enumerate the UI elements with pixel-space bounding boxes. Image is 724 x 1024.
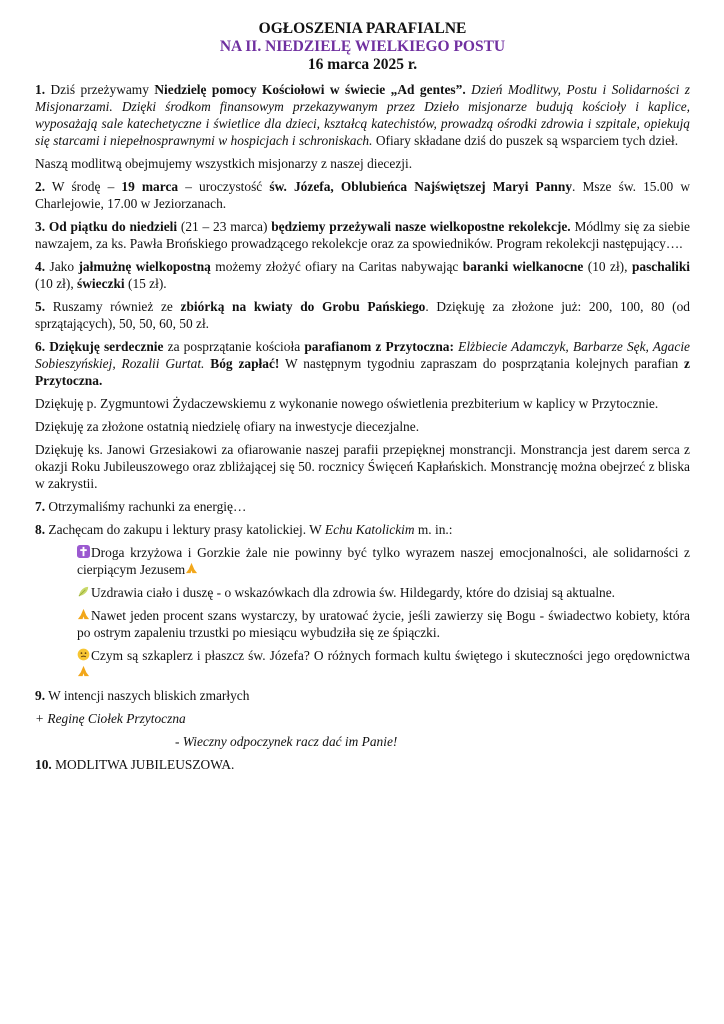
leaf-icon (77, 585, 90, 598)
header (35, 20, 690, 74)
cross-icon (77, 545, 90, 558)
item-bold: Dziękuję serdecznie (45, 339, 164, 354)
praying-hands-icon (77, 608, 90, 621)
item-number: 8. (35, 522, 46, 537)
item-text: za posprzątanie kościoła (163, 339, 305, 354)
press-item-text: Czym są szkaplerz i płaszcz św. Józefa? O różnych formach kultu świętego i skuteczności jego orędownictwa (91, 648, 690, 663)
item-text: . Msze św. 15.00 w Charlejowie, 17.00 w Jeziorzanach. (35, 179, 691, 211)
item-text: możemy złożyć ofiary na Caritas nabywając (210, 259, 463, 274)
press-item-text: Nawet jeden procent szans wystarczy, by uratować życie, jeśli zawierzy się Bogu - świadectwo kobiety, która po ostrym zapaleniu trzustki po miesiącu wybudziła się ze śpiączki. (77, 608, 690, 640)
item-bold: Niedzielę pomocy Kościołowi w świecie „Ad gentes”. (154, 82, 466, 97)
item-text: . Dziękuję za złożone już: 200, 100, 80 (od sprzątających), 50, 50, 60, 50 zł. (35, 299, 690, 331)
item-text: (10 zł), (583, 259, 632, 274)
item-text: (15 zł). (124, 276, 167, 291)
deceased-intention (35, 710, 690, 727)
item-text: Ruszamy również ze (45, 299, 181, 314)
announcement-10 (35, 756, 690, 773)
item-italic: Elżbiecie Adamczyk, Barbarze Sęk, Agacie Sobieszyńskiej, Rozalii Gurtat. (35, 339, 690, 371)
item-number: 7. (35, 499, 46, 514)
press-item-4 (77, 647, 690, 681)
page-subtitle: NA II. NIEDZIELĘ WIELKIEGO POSTU (219, 38, 506, 55)
thinking-face-icon (77, 648, 90, 661)
eternal-rest-prayer: - Wieczny odpoczynek racz dać im Panie! (175, 734, 398, 749)
item-text: W następnym tygodniu zapraszam do posprzątania kolejnych parafian (279, 356, 685, 371)
item-bold: świeczki (77, 276, 125, 291)
item-text: Módlmy się za siebie nawzajem, za ks. Pawła Brońskiego prowadzącego rekolekcje oraz za spowiedników. Program rekolekcji następujący…. (35, 219, 691, 251)
press-item-text: Uzdrawia ciało i duszę - o wskazówkach dla zdrowia św. Hildegardy, które do dzisiaj są aktualne. (91, 585, 616, 600)
page-date: 16 marca 2025 r. (307, 56, 418, 73)
item-number: 9. (35, 688, 46, 703)
announcement-5 (35, 298, 690, 332)
item-bold: Bóg zapłać! (204, 356, 280, 371)
announcement-1-note: Naszą modlitwą obejmujemy wszystkich misjonarzy z naszej diecezji. (35, 156, 413, 171)
item-number: 2. (35, 179, 46, 194)
item-text: Otrzymaliśmy rachunki za energię… (45, 499, 247, 514)
item-number: 3. (35, 219, 46, 234)
press-item-3 (77, 607, 690, 641)
item-text: Zachęcam do zakupu i lektury prasy katolickiej. W (45, 522, 325, 537)
press-item-text: Droga krzyżowa i Gorzkie żale nie powinny być tylko wyrazem naszej emocjonalności, ale solidarności z cierpiącym Jezusem (77, 545, 690, 577)
item-number: 1. (35, 82, 46, 97)
item-bold: paschaliki (631, 259, 690, 274)
item-text: Jako (45, 259, 79, 274)
announcement-8 (35, 521, 690, 538)
deceased-name: + Reginę Ciołek Przytoczna (35, 711, 186, 726)
announcement-6-thanks-monstrance: Dziękuję ks. Janowi Grzesiakowi za ofiarowanie naszej parafii przepięknej monstrancji. Monstrancja jest darem serca z okazji Roku Jubileuszowego oraz zbliżającej się 50. rocznicy Święceń Kapłańskich. Monstrancję można obejrzeć z bliska w zakrystii. (35, 442, 690, 491)
item-text: (10 zł), (35, 276, 78, 291)
page-title: OGŁOSZENIA PARAFIALNE (258, 20, 467, 37)
item-text: MODLITWA JUBILEUSZOWA. (51, 757, 235, 772)
item-bold: 19 marca (121, 179, 179, 194)
press-item-2 (77, 584, 690, 601)
item-number: 4. (35, 259, 46, 274)
item-text: m. in.: (414, 522, 453, 537)
praying-hands-icon (185, 562, 198, 575)
item-text: W intencji naszych bliskich zmarłych (45, 688, 250, 703)
announcement-7 (35, 498, 690, 515)
item-number: 5. (35, 299, 46, 314)
item-bold: św. Józefa, Oblubieńca Najświętszej Maryi Panny (269, 179, 573, 194)
announcement-9 (35, 687, 690, 704)
item-text: W środę – (45, 179, 122, 194)
announcement-6-thanks-offerings: Dziękuję za złożone ostatnią niedzielę ofiary na inwestycje diecezjalne. (35, 419, 420, 434)
item-italic: Echu Katolickim (324, 522, 415, 537)
announcement-1 (35, 81, 690, 149)
item-italic: Dzień Modlitwy, Postu i Solidarności z Misjonarzami. Dzięki środkom finansowym przekazywanym przez Dzieło misjonarze budują kościoły i kaplice, wyposażają sale katechetyczne i świetlice dla dzieci, kształcą katechistów, prowadzą ośrodki zdrowia i szpitale, opiekują się starcami i niepełnosprawnymi w hospicjach i schroniskach. (35, 82, 690, 148)
item-text: Dziś przeżywamy (45, 82, 155, 97)
item-number: 6. (35, 339, 46, 354)
announcement-6 (35, 338, 690, 389)
announcement-2 (35, 178, 690, 212)
item-bold: baranki wielkanocne (462, 259, 584, 274)
press-item-1 (77, 544, 690, 578)
item-bold: Od piątku do niedzieli (45, 219, 178, 234)
item-bold: zbiórką na kwiaty do Grobu Pańskiego (180, 299, 426, 314)
item-bold: parafianom z Przytoczna: (304, 339, 454, 354)
item-text: (21 – 23 marca) (177, 219, 272, 234)
announcement-3 (35, 218, 690, 252)
item-bold: z Przytoczna. (35, 356, 690, 388)
item-bold: jałmużnę wielkopostną (78, 259, 211, 274)
item-text: Ofiary składane dziś do puszek są wsparciem tych dzieł. (372, 133, 679, 148)
praying-hands-icon (77, 665, 90, 678)
item-text: – uroczystość (178, 179, 270, 194)
item-number: 10. (35, 757, 52, 772)
item-bold: będziemy przeżywali nasze wielkopostne rekolekcje. (271, 219, 571, 234)
announcement-6-thanks-lighting: Dziękuję p. Zygmuntowi Żydaczewskiemu z wykonanie nowego oświetlenia prezbiterium w kaplicy w Przytocznie. (35, 396, 659, 411)
announcement-4 (35, 258, 690, 292)
